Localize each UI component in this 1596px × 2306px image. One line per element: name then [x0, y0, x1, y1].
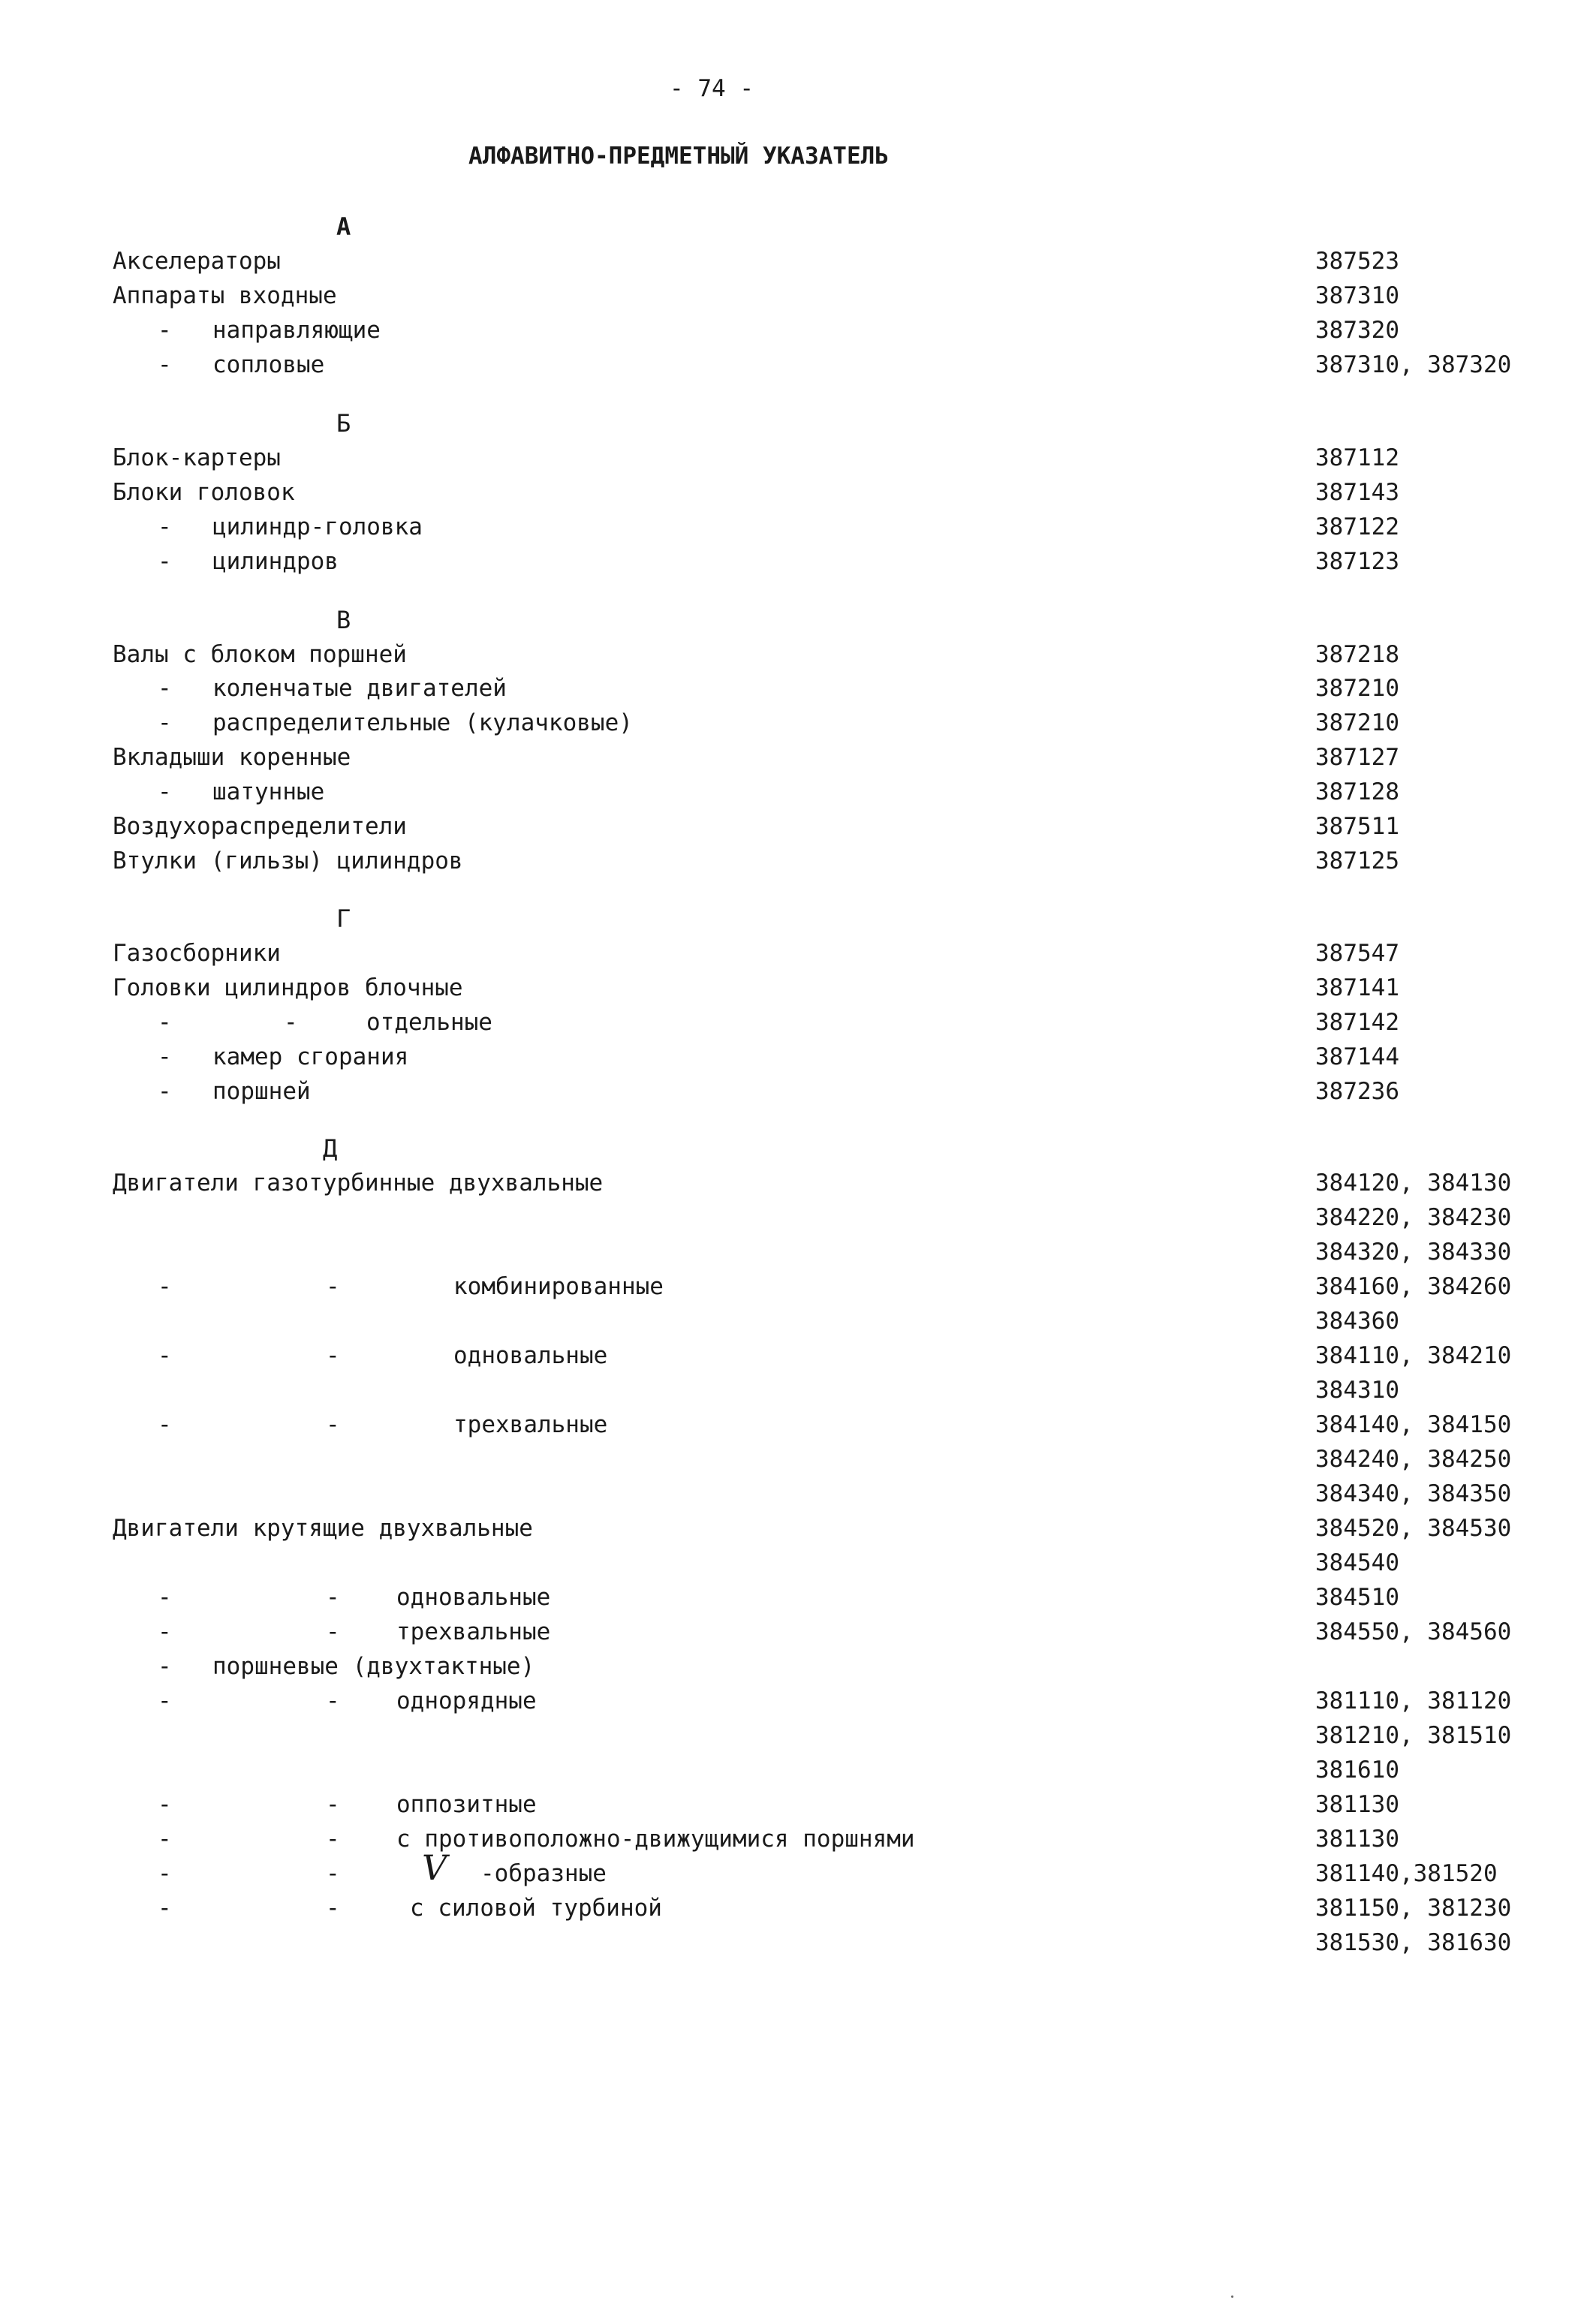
- entry-label: с силовой турбиной: [410, 1895, 662, 1922]
- section-letter-g: Г: [336, 905, 351, 933]
- entry-codes: 387236: [1315, 1078, 1399, 1105]
- entry-dash: -: [158, 1584, 172, 1611]
- entry-codes: 384310: [1315, 1377, 1399, 1404]
- entry-label: Блок-картеры: [113, 444, 281, 471]
- entry-label: -образные: [480, 1860, 607, 1887]
- entry-dash: -: [326, 1826, 340, 1853]
- entry-dash: -: [158, 1791, 172, 1818]
- entry-label: поршней: [212, 1078, 311, 1105]
- entry-codes: 387144: [1315, 1043, 1399, 1070]
- entry-codes: 387523: [1315, 248, 1399, 275]
- entry-dash: -: [158, 1043, 172, 1070]
- entry-dash: -: [158, 778, 172, 805]
- entry-codes: 384340, 384350: [1315, 1480, 1512, 1507]
- entry-codes: 384520, 384530: [1315, 1515, 1512, 1542]
- entry-codes: 387210: [1315, 709, 1399, 736]
- entry-dash: -: [158, 1411, 172, 1438]
- scan-speck: [1231, 2295, 1233, 2298]
- entry-dash: -: [158, 1618, 172, 1645]
- entry-label: однорядные: [396, 1687, 537, 1714]
- entry-dash: -: [326, 1687, 340, 1714]
- entry-label: направляющие: [212, 317, 381, 344]
- entry-codes: 387218: [1315, 641, 1399, 668]
- entry-dash: -: [158, 513, 172, 540]
- entry-label: Акселераторы: [113, 248, 281, 275]
- entry-label: с противоположно-движущимися поршнями: [396, 1826, 915, 1853]
- entry-label: комбинированные: [453, 1273, 664, 1300]
- entry-dash: -: [158, 1009, 172, 1036]
- entry-label: Блоки головок: [113, 479, 295, 506]
- entry-label: Двигатели газотурбинные двухвальные: [113, 1170, 604, 1197]
- entry-label: сопловые: [212, 351, 325, 378]
- entry-codes: 381210, 381510: [1315, 1722, 1512, 1749]
- entry-codes: 384240, 384250: [1315, 1446, 1512, 1473]
- entry-codes: 387310: [1315, 282, 1399, 309]
- entry-label: коленчатые двигателей: [212, 675, 507, 702]
- entry-dash: -: [158, 1273, 172, 1300]
- entry-label: одновальные: [396, 1584, 551, 1611]
- entry-label: Вкладыши коренные: [113, 744, 351, 771]
- entry-codes: 387127: [1315, 744, 1399, 771]
- entry-dash: -: [326, 1860, 340, 1887]
- entry-codes: 387143: [1315, 479, 1399, 506]
- entry-codes: 387125: [1315, 847, 1399, 875]
- entry-codes: 387310, 387320: [1315, 351, 1512, 378]
- section-letter-a: А: [336, 212, 351, 241]
- entry-label: отдельные: [366, 1009, 492, 1036]
- entry-label: камер сгорания: [212, 1043, 409, 1070]
- entry-dash: -: [158, 1653, 172, 1680]
- entry-codes: 384120, 384130: [1315, 1170, 1512, 1197]
- entry-codes: 387511: [1315, 813, 1399, 840]
- entry-dash: -: [158, 1078, 172, 1105]
- entry-dash: -: [158, 1826, 172, 1853]
- entry-label: одновальные: [453, 1342, 608, 1369]
- entry-codes: 381150, 381230: [1315, 1895, 1512, 1922]
- entry-label: Головки цилиндров блочные: [113, 974, 463, 1001]
- entry-dash: -: [158, 317, 172, 344]
- page-number: - 74 -: [670, 75, 754, 102]
- entry-dash: -: [158, 675, 172, 702]
- entry-codes: 387123: [1315, 548, 1399, 575]
- entry-dash: -: [158, 1342, 172, 1369]
- entry-dash: -: [326, 1273, 340, 1300]
- entry-codes: 387112: [1315, 444, 1399, 471]
- entry-dash: -: [158, 709, 172, 736]
- section-letter-b: Б: [336, 409, 351, 438]
- entry-label: цилиндров: [212, 548, 339, 575]
- entry-codes: 387142: [1315, 1009, 1399, 1036]
- entry-label: трехвальные: [396, 1618, 551, 1645]
- entry-label: Втулки (гильзы) цилиндров: [113, 847, 463, 875]
- entry-dash: -: [158, 1895, 172, 1922]
- v-letter-glyph: V: [422, 1847, 447, 1888]
- entry-codes: 384550, 384560: [1315, 1618, 1512, 1645]
- entry-codes: 381130: [1315, 1791, 1399, 1818]
- entry-codes: 381530, 381630: [1315, 1929, 1512, 1956]
- entry-codes: 384510: [1315, 1584, 1399, 1611]
- entry-codes: 387128: [1315, 778, 1399, 805]
- entry-codes: 381130: [1315, 1826, 1399, 1853]
- entry-codes: 387210: [1315, 675, 1399, 702]
- entry-label: Воздухораспределители: [113, 813, 407, 840]
- entry-codes: 387122: [1315, 513, 1399, 540]
- entry-codes: 381140,381520: [1315, 1860, 1498, 1887]
- entry-label: поршневые (двухтактные): [212, 1653, 535, 1680]
- entry-dash: -: [326, 1584, 340, 1611]
- entry-codes: 387547: [1315, 940, 1399, 967]
- section-letter-d: Д: [323, 1134, 338, 1163]
- entry-dash: -: [326, 1791, 340, 1818]
- entry-codes: 384140, 384150: [1315, 1411, 1512, 1438]
- page-title: АЛФАВИТНО-ПРЕДМЕТНЫЙ УКАЗАТЕЛЬ: [468, 143, 889, 170]
- entry-codes: 387141: [1315, 974, 1399, 1001]
- entry-label: Валы с блоком поршней: [113, 641, 407, 668]
- entry-label: Газосборники: [113, 940, 281, 967]
- entry-codes: 387320: [1315, 317, 1399, 344]
- entry-codes: 384320, 384330: [1315, 1239, 1512, 1266]
- entry-dash: -: [158, 548, 172, 575]
- entry-dash: -: [158, 351, 172, 378]
- entry-dash: -: [158, 1687, 172, 1714]
- entry-label: шатунные: [212, 778, 325, 805]
- entry-codes: 381610: [1315, 1757, 1399, 1784]
- entry-label: трехвальные: [453, 1411, 608, 1438]
- entry-dash: -: [158, 1860, 172, 1887]
- entry-dash: -: [326, 1411, 340, 1438]
- entry-codes: 384220, 384230: [1315, 1204, 1512, 1231]
- entry-codes: 384360: [1315, 1308, 1399, 1335]
- entry-dash: -: [326, 1618, 340, 1645]
- entry-codes: 384110, 384210: [1315, 1342, 1512, 1369]
- entry-label: распределительные (кулачковые): [212, 709, 633, 736]
- entry-label: Аппараты входные: [113, 282, 337, 309]
- entry-label: оппозитные: [396, 1791, 537, 1818]
- entry-codes: 381110, 381120: [1315, 1687, 1512, 1714]
- entry-dash: -: [326, 1342, 340, 1369]
- entry-dash: -: [326, 1895, 340, 1922]
- section-letter-v: В: [336, 606, 351, 634]
- entry-label: цилиндр-головка: [212, 513, 423, 540]
- entry-codes: 384540: [1315, 1549, 1399, 1576]
- entry-codes: 384160, 384260: [1315, 1273, 1512, 1300]
- entry-label: Двигатели крутящие двухвальные: [113, 1515, 533, 1542]
- entry-dash: -: [284, 1009, 298, 1036]
